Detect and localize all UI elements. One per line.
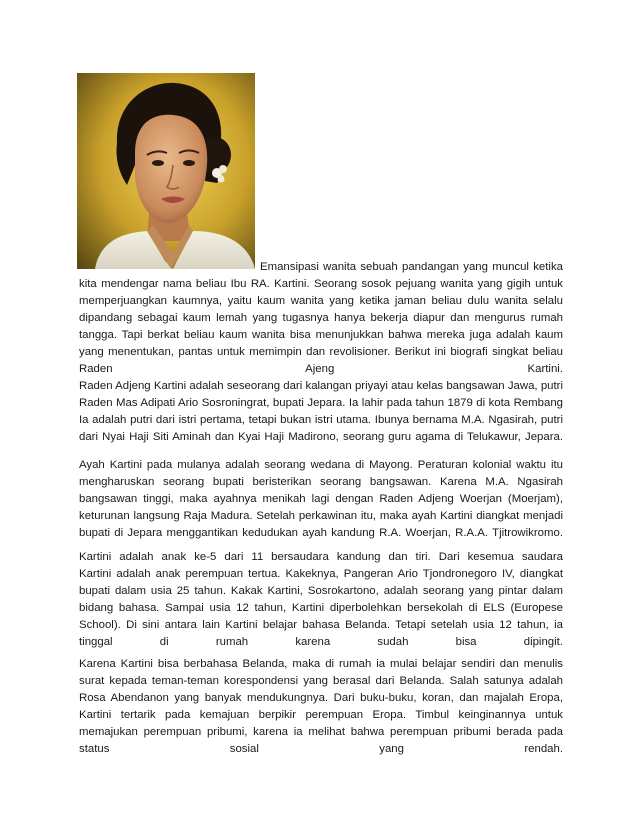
text-line: yang menentukan, pantas untuk memimpin dan revolisioner. Berikut ini biografi singkat beliau bbox=[79, 346, 563, 358]
text-line: Raden Mas Adipati Ario Sosroningrat, bupati Jepara. Ia lahir pada tahun 1879 di kota Rembang bbox=[79, 397, 563, 409]
paragraph-5 bbox=[79, 656, 563, 758]
text-line: Kartini tertarik pada kemajuan berpikir perempuan Eropa. Timbul keinginannya untuk bbox=[79, 709, 563, 721]
paragraph-4 bbox=[79, 549, 563, 651]
text-line: dipandang sebagai kaum lemah yang tugasnya hanya bekerja diapur dan mengurus rumah bbox=[79, 312, 563, 324]
text-line: surat kepada teman-teman korespondensi yang berasal dari Belanda. Salah satunya adalah bbox=[79, 675, 563, 687]
text-line: Ayah Kartini pada mulanya adalah seorang wedana di Mayong. Peraturan kolonial waktu itu bbox=[79, 459, 563, 471]
text-line: memperjuangkan kaumnya, yaitu kaum wanita yang ketika jaman beliau dulu wanita selalu bbox=[79, 295, 563, 307]
text-line: bidang bahasa. Sampai usia 12 tahun, Kartini diperbolehkan bersekolah di ELS (Europese bbox=[79, 602, 563, 614]
text-line: Kartini adalah anak perempuan tertua. Kakeknya, Pangeran Ario Tjondronegoro IV, diangkat bbox=[79, 568, 563, 580]
text-line: memajukan perempuan pribumi, karena ia melihat bahwa perempuan pribumi berada pada bbox=[79, 726, 563, 738]
text-line: bupati dalam usia 25 tahun. Kakak Kartini, Sosrokartono, adalah seorang yang pintar dalam bbox=[79, 585, 563, 597]
paragraph-2 bbox=[79, 378, 563, 446]
text-line: Rosa Abendanon yang banyak mendukungnya. Dari buku-buku, koran, dan majalah Eropa, bbox=[79, 692, 563, 704]
text-line: dari Nyai Haji Siti Aminah dan Kyai Haji Madirono, seorang guru agama di Telukawur, Jepara. bbox=[79, 431, 563, 443]
portrait-image bbox=[77, 73, 255, 269]
text-line: kita mendengar nama beliau Ibu RA. Kartini. Seorang sosok pejuang wanita yang gigih untuk bbox=[79, 278, 563, 290]
text-line: status sosial yang rendah. bbox=[79, 743, 563, 755]
text-line: keturunan langsung Raja Madura. Setelah perkawinan itu, maka ayah Kartini diangkat menjadi bbox=[79, 510, 563, 522]
paragraph-3 bbox=[79, 457, 563, 542]
text-line: Ia adalah putri dari istri pertama, tetapi bukan istri utama. Ibunya bernama M.A. Ngasirah, putri bbox=[79, 414, 563, 426]
text-line: Emansipasi wanita sebuah pandangan yang muncul ketika bbox=[260, 261, 563, 273]
text-line: tangga. Tapi berkat beliau kaum wanita bisa menunjukkan bahwa mereka juga adalah kaum bbox=[79, 329, 563, 341]
text-line: Kartini adalah anak ke-5 dari 11 bersaudara kandung dan tiri. Dari kesemua saudara bbox=[79, 551, 563, 563]
text-line: Raden Adjeng Kartini adalah seseorang dari kalangan priyayi atau kelas bangsawan Jawa, putri bbox=[79, 380, 563, 392]
text-line: tinggal di rumah karena sudah bisa dipingit. bbox=[79, 636, 563, 648]
text-line: bangsawan tinggi, maka ayahnya menikah lagi dengan Raden Adjeng Woerjan (Moerjam), bbox=[79, 493, 563, 505]
text-line: bupati di Jepara menggantikan kedudukan ayah kandung R.A. Woerjan, R.A.A. Tjitrowikromo. bbox=[79, 527, 563, 539]
text-line: Karena Kartini bisa berbahasa Belanda, maka di rumah ia mulai belajar sendiri dan menulis bbox=[79, 658, 563, 670]
text-line: Raden Ajeng Kartini. bbox=[79, 363, 563, 375]
text-line: mengharuskan seorang bupati beristerikan seorang bangsawan. Karena M.A. Ngasirah bbox=[79, 476, 563, 488]
paragraph-1 bbox=[79, 259, 563, 378]
text-line: School). Di sini antara lain Kartini belajar bahasa Belanda. Tetapi setelah usia 12 tahun, ia bbox=[79, 619, 563, 631]
